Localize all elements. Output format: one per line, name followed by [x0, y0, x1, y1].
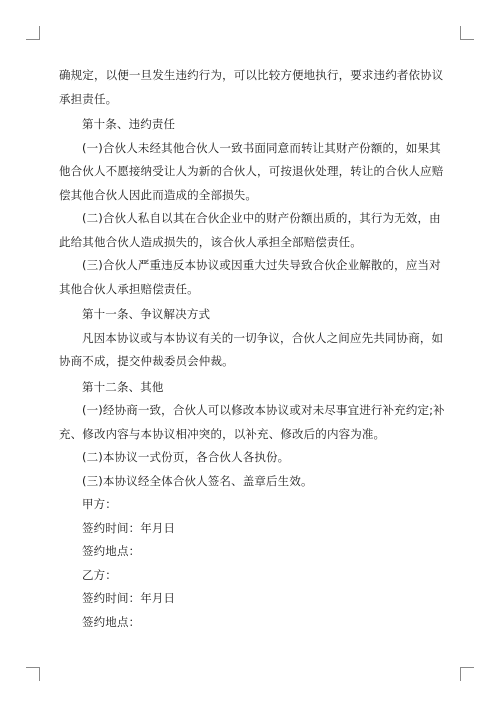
- crop-mark-top-left: [26, 26, 40, 40]
- party-b-label: 乙方：: [82, 567, 117, 582]
- party-a-sign-date: 签约时间：年月日: [82, 520, 176, 535]
- paragraph-clause-12-2: (二)本协议一式份页，各合伙人各执份。: [82, 450, 290, 464]
- heading-article-12: 第十二条、其他: [82, 379, 164, 394]
- paragraph-clause-12-1: (一)经协商一致，合伙人可以修改本协议或对未尽事宜进行补充约定;补充、修改内容与本协议相冲突的，以补充、修改后的内容为准。: [59, 403, 445, 441]
- heading-article-11: 第十一条、争议解决方式: [82, 307, 211, 321]
- document-body: [59, 64, 445, 634]
- heading-article-10: 第十条、违约责任: [82, 117, 176, 131]
- paragraph-dispute-resolution: 凡因本协议或与本协议有关的一切争议，合伙人之间应先共同协商，如协商不成，提交仲裁委员会仲裁。: [59, 330, 444, 368]
- paragraph-continuation: 确规定，以便一旦发生违约行为，可以比较方便地执行，要求违约者依协议承担责任。: [59, 68, 444, 106]
- paragraph-clause-12-3: (三)本协议经全体合伙人签名、盖章后生效。: [82, 473, 313, 488]
- paragraph-clause-10-3: (三)合伙人严重违反本协议或因重大过失导致合伙企业解散的，应当对其他合伙人承担赔偿责任。: [59, 258, 441, 296]
- crop-mark-top-right: [460, 26, 474, 40]
- party-a-label: 甲方：: [82, 497, 117, 511]
- party-b-sign-place: 签约地点：: [82, 614, 141, 629]
- crop-mark-bottom-right: [460, 667, 474, 681]
- paragraph-clause-10-1: (一)合伙人未经其他合伙人一致书面同意而转让其财产份额的，如果其他合伙人不愿接纳受让人为新的合伙人，可按退伙处理，转让的合伙人应赔偿其他合伙人因此而造成的全部损失。: [59, 140, 444, 202]
- party-a-sign-place: 签约地点：: [82, 544, 141, 558]
- paragraph-clause-10-2: (二)合伙人私自以其在合伙企业中的财产份额出质的，其行为无效，由此给其他合伙人造成损失的，该合伙人承担全部赔偿责任。: [59, 211, 441, 249]
- party-b-sign-date: 签约时间：年月日: [82, 591, 176, 605]
- crop-mark-bottom-left: [26, 667, 40, 681]
